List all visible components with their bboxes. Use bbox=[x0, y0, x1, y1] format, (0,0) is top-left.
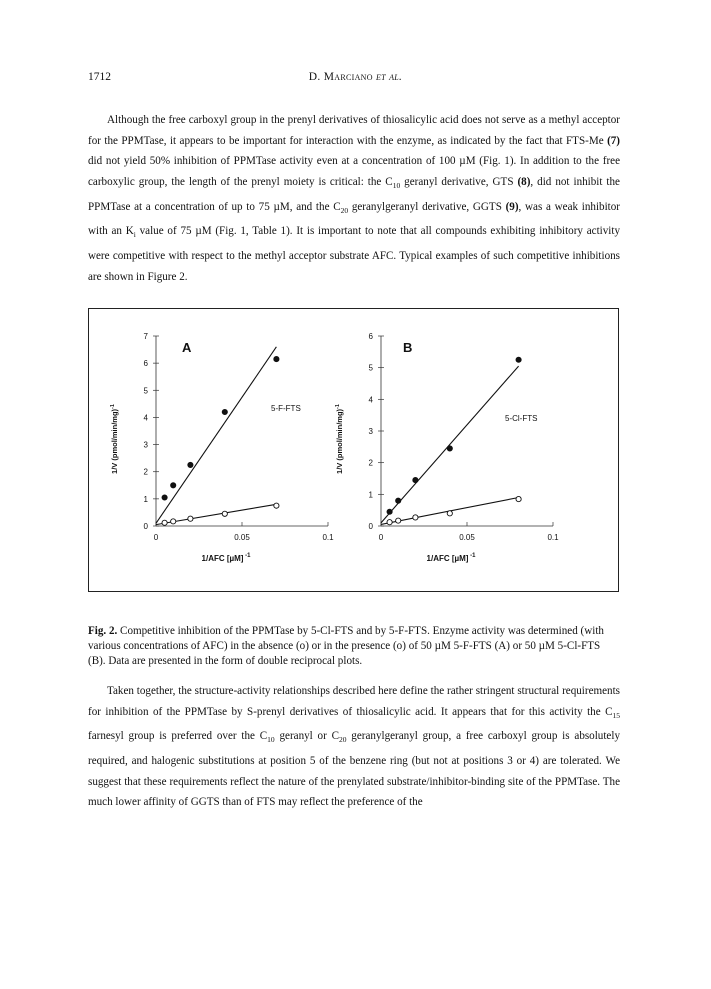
y-tick-label-b: 2 bbox=[368, 458, 373, 468]
y-tick-label-a: 4 bbox=[143, 413, 148, 423]
page-number: 1712 bbox=[88, 71, 111, 83]
y-tick-label-a: 5 bbox=[143, 386, 148, 396]
caption-text: Competitive inhibition of the PPMTase by 5-Cl-FTS and by 5-F-FTS. Enzyme activity was determined (with various concentrations of AFC) in the absence (o) or in the presence (o) of 50 µM 5-F-FTS (A) or 50 µM 5-Cl-FTS (B). Data are presented in the form of double reciprocal plots. bbox=[88, 625, 604, 668]
caption-label: Fig. 2. bbox=[88, 625, 118, 637]
figure-2-plots bbox=[89, 309, 620, 593]
para1-text-2: did not yield 50% inhibition of PPMTase activity even at a concentration of 100 µM (Fig. 1). In addition to the free carboxylic group, the length of the prenyl moiety is critical: the C bbox=[88, 155, 620, 188]
data-point-a-open bbox=[188, 516, 193, 521]
para1-text-3: geranyl derivative, GTS bbox=[400, 175, 518, 188]
y-tick-label-a: 1 bbox=[143, 494, 148, 504]
running-head bbox=[0, 71, 711, 83]
y-axis-label-b: 1/V (pmol/min/mg)$^{-1}$ bbox=[335, 404, 344, 474]
data-point-a-open bbox=[171, 519, 176, 524]
y-tick-label-b: 1 bbox=[368, 490, 373, 500]
x-tick-label-b: 0.1 bbox=[547, 533, 559, 542]
data-point-a-filled bbox=[274, 356, 279, 361]
y-axis-label-exp-a: -1 bbox=[110, 404, 116, 409]
data-point-a-open bbox=[274, 503, 279, 508]
x-tick-label-a: 0.1 bbox=[322, 533, 334, 542]
data-point-a-filled bbox=[162, 495, 167, 500]
y-tick-label-a: 3 bbox=[143, 440, 148, 450]
y-tick-label-b: 0 bbox=[368, 522, 373, 531]
para1-text-5: geranylgeranyl derivative, GGTS bbox=[348, 200, 506, 213]
series-label-a: 5-F-FTS bbox=[271, 404, 301, 413]
series-label-b: 5-Cl-FTS bbox=[505, 414, 538, 423]
para1-sub-1: 10 bbox=[392, 181, 401, 190]
data-point-b-open bbox=[516, 496, 521, 501]
data-point-a-filled bbox=[171, 483, 176, 488]
figure-2 bbox=[88, 308, 619, 592]
compound-ref-7: (7) bbox=[607, 134, 620, 147]
compound-ref-8: (8) bbox=[517, 175, 531, 188]
para2-text-4: geranylgeranyl group, a free carboxyl group is absolutely required, and halogenic substitutions at position 5 of the benzene ring (but not at positions 3 or 4) are tolerated. We suggest that these requirements reflect the nature of the prenylated substrate/inhibitor-binding site of the PPMTase. The much lower affinity of GGTS than of FTS may reflect the preference of the bbox=[88, 730, 620, 809]
para2-sub-3: 20 bbox=[339, 735, 347, 745]
x-tick-label-a: 0 bbox=[153, 533, 159, 542]
y-tick-label-b: 5 bbox=[368, 363, 373, 373]
panel-label-a: A bbox=[182, 340, 192, 355]
compound-ref-9: (9) bbox=[505, 200, 519, 213]
y-tick-label-b: 6 bbox=[368, 332, 373, 341]
y-tick-label-a: 0 bbox=[143, 522, 148, 531]
data-point-b-open bbox=[387, 520, 392, 525]
panel-b bbox=[335, 332, 559, 563]
fit-line-a-filled bbox=[156, 347, 276, 523]
data-point-b-open bbox=[413, 515, 418, 520]
para2-text-3: geranyl or C bbox=[274, 730, 339, 743]
y-tick-label-a: 7 bbox=[143, 332, 148, 341]
para1-text-1: Although the free carboxyl group in the prenyl derivatives of thiosalicylic acid does not serve as a methyl acceptor for the PPMTase, it appears to be important for interaction with the enzyme, as indicated by the fact that FTS-Me bbox=[88, 114, 620, 147]
data-point-b-filled bbox=[516, 357, 521, 362]
panel-label-b: B bbox=[403, 340, 413, 355]
y-tick-label-a: 6 bbox=[143, 359, 148, 369]
para1-text-4: , did not inhibit the PPMTase at a concentration of up to 75 µM, and the C bbox=[88, 175, 620, 213]
para1-sub-3: i bbox=[133, 230, 136, 240]
data-point-b-filled bbox=[387, 509, 392, 514]
y-tick-label-b: 4 bbox=[368, 395, 373, 405]
x-axis-label-exp-b: -1 bbox=[468, 553, 476, 559]
para1-sub-2: 20 bbox=[340, 205, 349, 215]
para2-text-2: farnesyl group is preferred over the C bbox=[88, 730, 268, 743]
para1-text-7: value of 75 µM (Fig. 1, Table 1). It is important to note that all compounds exhibiting inhibitory activity were competitive with respect to the methyl acceptor substrate AFC. Typical examples of such competitive inhibitions are shown in Figure 2. bbox=[88, 225, 620, 283]
y-tick-label-b: 3 bbox=[368, 427, 373, 436]
body-paragraph-2 bbox=[88, 681, 620, 813]
x-axis-label-a: 1/AFC [µM] $^{-1}$ bbox=[201, 553, 251, 563]
figure-caption bbox=[88, 624, 620, 670]
data-point-b-open bbox=[396, 518, 401, 523]
data-point-a-open bbox=[222, 511, 227, 516]
data-point-b-filled bbox=[396, 498, 401, 503]
x-tick-label-a: 0.05 bbox=[234, 533, 250, 542]
y-tick-label-a: 2 bbox=[143, 467, 148, 477]
data-point-b-filled bbox=[447, 446, 452, 451]
x-tick-label-b: 0.05 bbox=[459, 533, 475, 542]
panel-a bbox=[110, 332, 334, 563]
para1-text-6: , was a weak inhibitor with an K bbox=[88, 200, 620, 238]
fit-line-b-filled bbox=[381, 366, 519, 523]
data-point-b-open bbox=[447, 511, 452, 516]
data-point-a-filled bbox=[222, 409, 227, 414]
body-paragraph-1 bbox=[88, 110, 620, 287]
y-axis-label-a: 1/V (pmol/min/mg)$^{-1}$ bbox=[110, 404, 119, 474]
para2-sub-2: 10 bbox=[267, 735, 275, 745]
running-head-etal: et al. bbox=[372, 71, 403, 83]
y-axis-label-exp-b: -1 bbox=[335, 404, 341, 409]
x-tick-label-b: 0 bbox=[378, 533, 384, 542]
data-point-a-open bbox=[162, 520, 167, 525]
data-point-a-filled bbox=[188, 462, 193, 467]
para2-text-1: Taken together, the structure-activity relationships described here define the rather stringent structural requirements for inhibition of the PPMTase by S-prenyl derivatives of thiosalicylic acid. It appears that for this activity the C bbox=[88, 685, 620, 718]
data-point-b-filled bbox=[413, 477, 418, 482]
para2-sub-1: 15 bbox=[612, 710, 620, 720]
x-axis-label-b: 1/AFC [µM] $^{-1}$ bbox=[426, 553, 476, 563]
running-head-author: D. Marciano bbox=[308, 71, 373, 83]
x-axis-label-exp-a: -1 bbox=[243, 553, 251, 559]
